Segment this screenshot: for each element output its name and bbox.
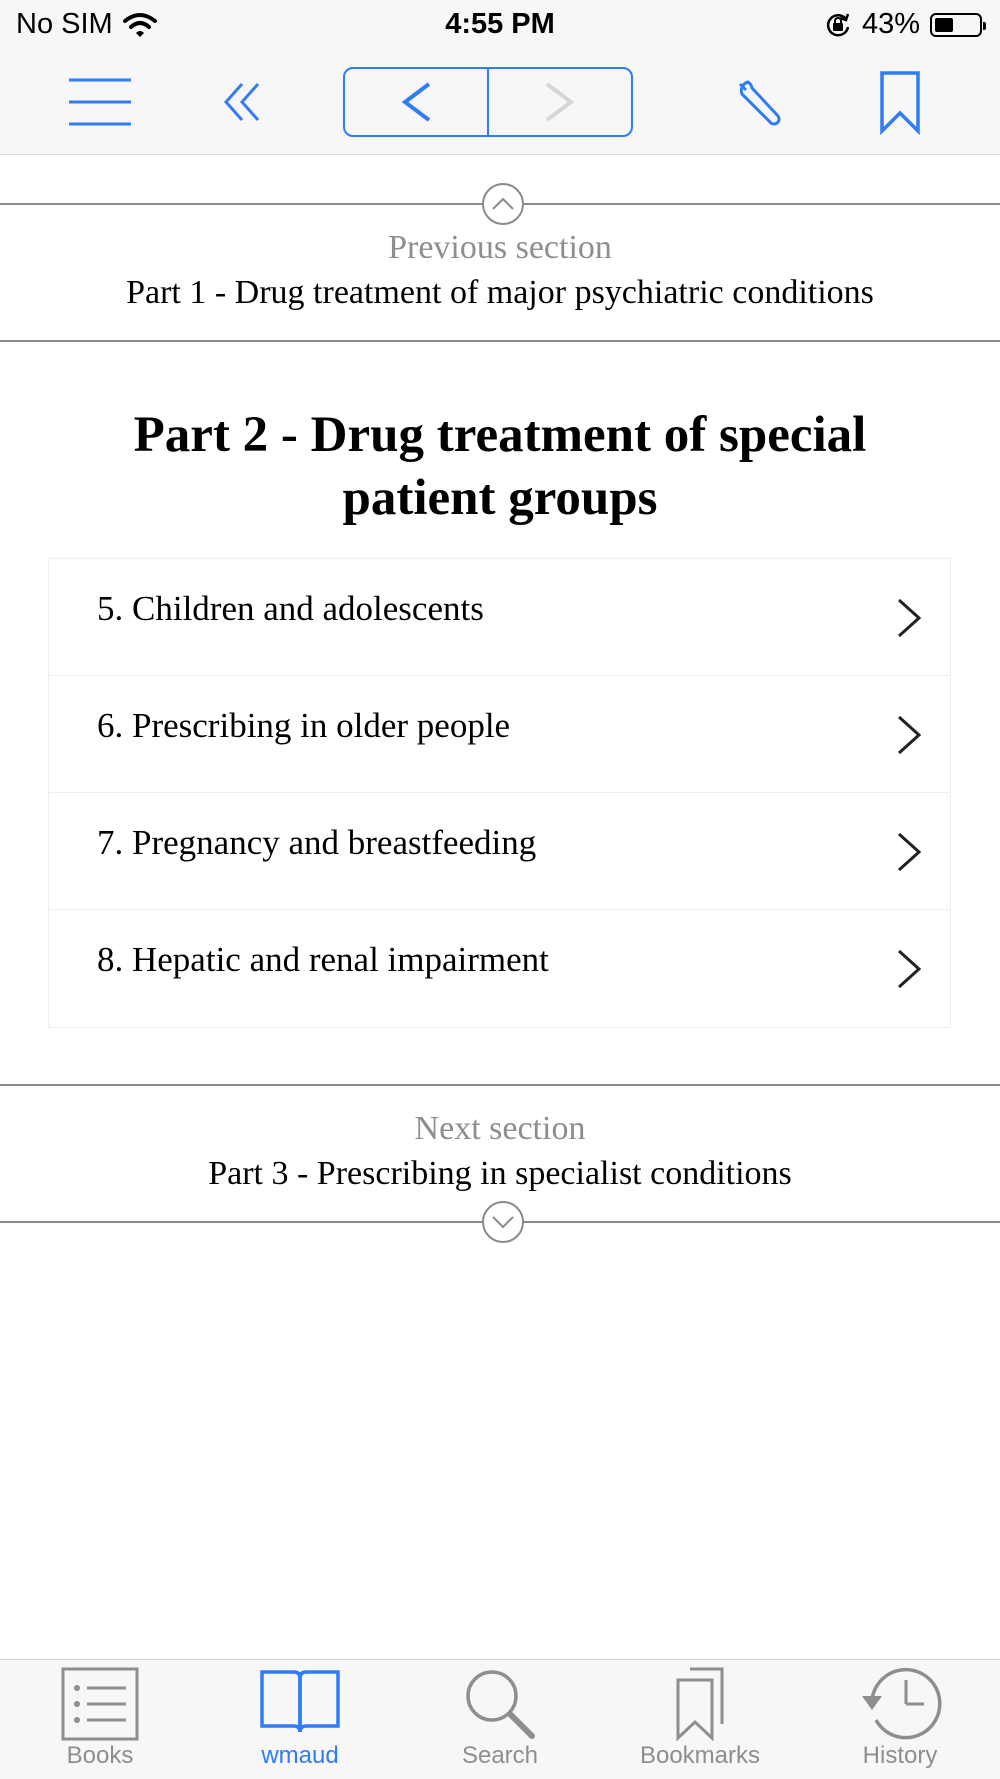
chevron-right-icon — [896, 948, 922, 990]
page-title: Part 2 - Drug treatment of special patient groups — [133, 407, 867, 526]
chevron-left-icon — [399, 80, 433, 124]
next-section-label: Next section — [414, 1110, 586, 1147]
list-item[interactable] — [49, 793, 950, 910]
list-item-label: 8. Hepatic and renal impairment — [97, 940, 549, 979]
tab-search[interactable] — [400, 1660, 600, 1779]
history-icon — [858, 1666, 942, 1742]
tab-books[interactable] — [0, 1660, 200, 1779]
status-right — [824, 8, 982, 41]
list-item-label: 5. Children and adolescents — [97, 589, 484, 628]
chevron-down-icon — [491, 1214, 515, 1230]
next-section-link[interactable]: Part 3 - Prescribing in specialist conditions — [208, 1155, 792, 1192]
back-to-start-button[interactable] — [214, 74, 270, 130]
settings-button[interactable] — [730, 72, 790, 132]
chevron-right-icon — [543, 80, 577, 124]
list-item[interactable] — [49, 559, 950, 676]
list-item[interactable] — [49, 676, 950, 793]
list-item[interactable] — [49, 910, 950, 1027]
orientation-lock-icon — [824, 11, 852, 39]
next-section-button[interactable] — [482, 1201, 524, 1243]
battery-percent: 43% — [861, 8, 920, 40]
chevron-up-icon — [491, 196, 515, 212]
tab-label: Books — [66, 1742, 134, 1769]
previous-page-button[interactable] — [345, 69, 487, 135]
tab-bookmarks[interactable] — [600, 1660, 800, 1779]
tab-label: History — [862, 1742, 938, 1769]
wrench-icon — [734, 76, 786, 128]
bookmark-icon — [879, 71, 921, 135]
list-item-label: 6. Prescribing in older people — [97, 706, 511, 745]
bookmark-button[interactable] — [870, 68, 930, 138]
section-divider — [0, 340, 1000, 342]
chevron-right-icon — [896, 714, 922, 756]
chapter-list — [48, 558, 951, 1028]
previous-section-button[interactable] — [482, 183, 524, 225]
tab-history[interactable] — [800, 1660, 1000, 1779]
top-toolbar — [0, 54, 1000, 155]
section-divider — [0, 1084, 1000, 1086]
menu-icon — [67, 76, 133, 128]
tab-wmaud[interactable] — [200, 1660, 400, 1779]
previous-section-link[interactable]: Part 1 - Drug treatment of major psychiatric conditions — [126, 274, 874, 311]
status-bar — [0, 0, 1000, 54]
tab-bar — [0, 1659, 1000, 1779]
next-page-button[interactable] — [487, 69, 631, 135]
previous-section-label: Previous section — [388, 229, 612, 266]
search-icon — [462, 1666, 538, 1742]
carrier-label: No SIM — [16, 8, 113, 40]
chevron-right-icon — [896, 831, 922, 873]
page-nav-segmented-control — [343, 67, 633, 137]
book-open-icon — [258, 1666, 342, 1736]
list-item-label: 7. Pregnancy and breastfeeding — [97, 823, 537, 862]
chevron-right-icon — [896, 597, 922, 639]
tab-label: Search — [461, 1742, 539, 1769]
menu-button[interactable] — [62, 74, 138, 130]
list-icon — [60, 1666, 140, 1742]
bookmarks-icon — [670, 1666, 730, 1742]
double-chevron-left-icon — [220, 80, 264, 124]
status-time: 4:55 PM — [445, 8, 555, 40]
tab-label: Bookmarks — [639, 1742, 761, 1769]
battery-icon — [930, 13, 982, 37]
tab-label: wmaud — [261, 1742, 339, 1769]
